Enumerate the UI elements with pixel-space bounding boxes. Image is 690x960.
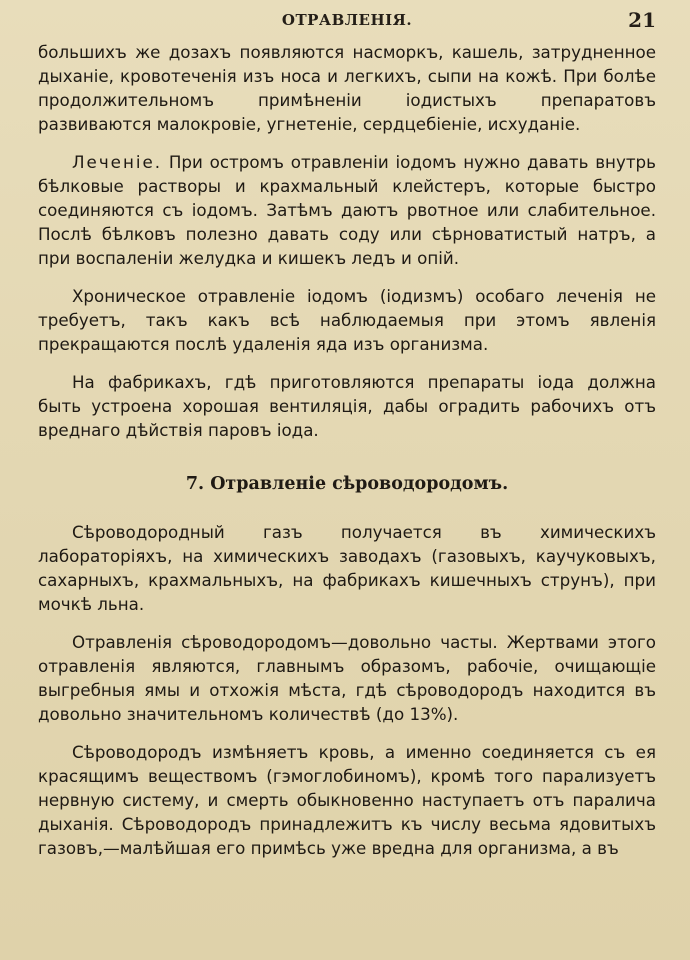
paragraph-poisoning-frequency: Отравленія сѣроводородомъ—довольно часты. Жертвами этого отравленія являются, главнымъ образомъ, рабочіе, очищающіе выгребныя ямы и отхожія мѣста, гдѣ сѣроводородъ находится въ довольно значительномъ количествѣ (до 13%). bbox=[38, 632, 656, 724]
treatment-lead-word: Леченіе. bbox=[72, 152, 163, 172]
paragraph-chronic-poisoning: Хроническое отравленіе іодомъ (іодизмъ) особаго леченія не требуетъ, такъ какъ всѣ наблюдаемыя при этомъ явленія прекращаются послѣ удаленія яда изъ организма. bbox=[38, 286, 656, 354]
section-heading: 7. Отравленіе сѣроводородомъ. bbox=[185, 474, 509, 494]
page-header bbox=[38, 6, 656, 40]
paragraph-treatment bbox=[38, 150, 656, 270]
page-number: 21 bbox=[628, 8, 656, 32]
paragraph-factories: На фабрикахъ, гдѣ приготовляются препараты іода должна быть устроена хорошая вентиляція, дабы оградить рабочихъ отъ вреднаго дѣйствія паровъ іода. bbox=[38, 372, 656, 440]
paragraph-gas-sources: Сѣроводородный газъ получается въ химическихъ лабораторіяхъ, на химическихъ заводахъ (газовыхъ, каучуковыхъ, сахарныхъ, крахмальныхъ, на фабрикахъ кишечныхъ струнъ), при мочкѣ льна. bbox=[38, 522, 656, 614]
treatment-text: При остромъ отравленіи іодомъ нужно давать внутрь бѣлковые растворы и крахмальный клейстеръ, которые быстро соединяются съ іодомъ. Затѣмъ даютъ рвотное или слабительное. Послѣ бѣлковъ полезно давать соду или сѣрноватистый натръ, а при воспаленіи желудка и кишекъ ледъ и опій. bbox=[38, 152, 656, 268]
running-head: ОТРАВЛЕНІЯ. bbox=[281, 11, 413, 29]
body-text bbox=[38, 40, 656, 860]
paragraph-continued: большихъ же дозахъ появляются насморкъ, кашель, затрудненное дыханіе, кровотеченія изъ носа и легкихъ, сыпи на кожѣ. При болѣе продолжительномъ примѣненіи іодистыхъ препаратовъ развиваются малокровіе, угнетеніе, сердцебіеніе, исхуданіе. bbox=[38, 42, 656, 134]
paragraph-mechanism: Сѣроводородъ измѣняетъ кровь, а именно соединяется съ ея красящимъ веществомъ (гэмоглобиномъ), кромѣ того парализуетъ нервную систему, и смерть обыкновенно наступаетъ отъ паралича дыханія. Сѣроводородъ принадлежитъ къ числу весьма ядовитыхъ газовъ,—малѣйшая его примѣсь уже вредна для организма, а въ bbox=[38, 742, 656, 858]
